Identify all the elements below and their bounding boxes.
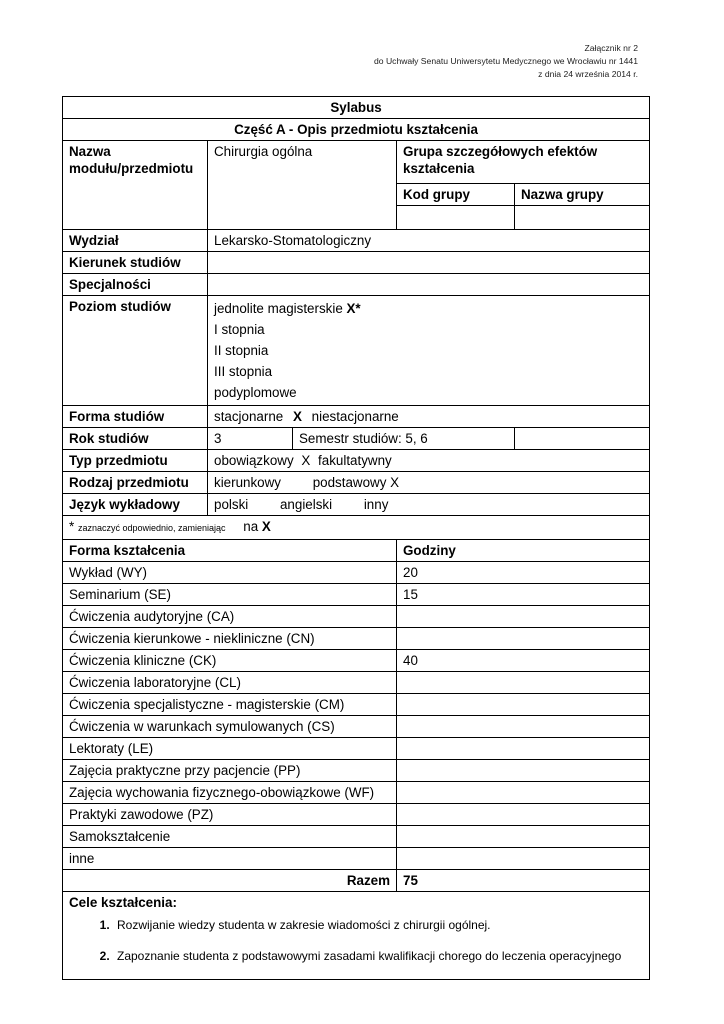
hours-header-row (63, 540, 650, 562)
hours-value: 40 (397, 650, 650, 672)
form-label: Forma studiów (63, 406, 208, 428)
hours-form: Zajęcia wychowania fizycznego-obowiązkowe (WF) (63, 782, 397, 804)
title-row (63, 97, 650, 119)
hours-value (397, 848, 650, 870)
level-option-2: I stopnia (214, 322, 265, 337)
hours-form: Ćwiczenia specjalistyczne - magisterskie (CM) (63, 694, 397, 716)
hours-form: Seminarium (SE) (63, 584, 397, 606)
note-suffix: na (243, 519, 259, 534)
faculty-label: Wydział (63, 230, 208, 252)
note-star: * (69, 519, 75, 534)
hours-row (63, 826, 650, 848)
year-value: 3 (208, 428, 293, 450)
type-opt-1: obowiązkowy (214, 453, 294, 468)
syllabus-title: Sylabus (63, 97, 650, 119)
hours-row (63, 562, 650, 584)
level-row (63, 296, 650, 406)
type-label: Typ przedmiotu (63, 450, 208, 472)
annex-note (374, 42, 638, 81)
hours-form: Lektoraty (LE) (63, 738, 397, 760)
hours-form: Zajęcia praktyczne przy pacjencie (PP) (63, 760, 397, 782)
hours-header-hours: Godziny (397, 540, 650, 562)
annex-line-3: z dnia 24 września 2014 r. (538, 69, 638, 79)
syllabus-table (62, 96, 650, 980)
hours-form: inne (63, 848, 397, 870)
kind-opt-1: kierunkowy (214, 475, 281, 490)
goals-cell (63, 892, 650, 980)
level-option-5: podyplomowe (214, 385, 297, 400)
module-value: Chirurgia ogólna (208, 141, 397, 230)
semester-empty (515, 428, 650, 450)
note-cell (63, 516, 650, 540)
semester-value: Semestr studiów: 5, 6 (293, 428, 515, 450)
hours-form: Ćwiczenia kliniczne (CK) (63, 650, 397, 672)
lang-value (208, 494, 650, 516)
hours-form: Wykład (WY) (63, 562, 397, 584)
hours-row (63, 606, 650, 628)
note-text: zaznaczyć odpowiednio, zamieniając (77, 523, 226, 533)
level-option-4: III stopnia (214, 364, 273, 379)
hours-form: Ćwiczenia audytoryjne (CA) (63, 606, 397, 628)
level-options (208, 296, 650, 406)
direction-value (208, 252, 650, 274)
hours-row (63, 716, 650, 738)
specialties-row (63, 274, 650, 296)
form-opt-1: stacjonarne (214, 409, 284, 424)
group-label: Grupa szczegółowych efektów kształcenia (397, 141, 650, 184)
form-value (208, 406, 650, 428)
year-label: Rok studiów (63, 428, 208, 450)
kind-mark: X (390, 475, 400, 490)
level-label: Poziom studiów (63, 296, 208, 406)
faculty-row (63, 230, 650, 252)
level-option-1 (214, 298, 643, 319)
lang-opt-3: inny (363, 497, 389, 512)
kind-row (63, 472, 650, 494)
form-row (63, 406, 650, 428)
annex-line-1: Załącznik nr 2 (584, 43, 638, 53)
hours-total-label: Razem (63, 870, 397, 892)
goal-item: 1. Rozwijanie wiedzy studenta w zakresie wiadomości z chirurgii ogólnej. (113, 917, 643, 934)
hours-value (397, 716, 650, 738)
hours-value: 20 (397, 562, 650, 584)
hours-form: Praktyki zawodowe (PZ) (63, 804, 397, 826)
kind-value (208, 472, 650, 494)
module-label: Nazwa modułu/przedmiotu (63, 141, 208, 230)
hours-value (397, 804, 650, 826)
lang-opt-2: angielski (279, 497, 333, 512)
hours-header-form: Forma kształcenia (63, 540, 397, 562)
hours-row (63, 804, 650, 826)
goal-item: 2. Zapoznanie studenta z podstawowymi zasadami kwalifikacji chorego do leczenia operacyjnego (113, 948, 643, 965)
hours-value (397, 672, 650, 694)
hours-value: 15 (397, 584, 650, 606)
group-name-label: Nazwa grupy (515, 184, 650, 206)
direction-row (63, 252, 650, 274)
hours-total-row (63, 870, 650, 892)
hours-value (397, 628, 650, 650)
subtitle-row (63, 119, 650, 141)
hours-value (397, 760, 650, 782)
goals-list (69, 917, 643, 965)
hours-form: Ćwiczenia laboratoryjne (CL) (63, 672, 397, 694)
hours-value (397, 782, 650, 804)
note-mark: X (261, 519, 271, 534)
hours-row (63, 672, 650, 694)
hours-row (63, 584, 650, 606)
hours-row (63, 848, 650, 870)
level-option-3: II stopnia (214, 343, 269, 358)
level-option-1-text: jednolite magisterskie (214, 301, 343, 316)
type-value (208, 450, 650, 472)
group-name-value (515, 206, 650, 230)
type-opt-2: fakultatywny (318, 453, 392, 468)
lang-opt-1: polski (214, 497, 249, 512)
hours-row (63, 782, 650, 804)
specialties-label: Specjalności (63, 274, 208, 296)
group-code-label: Kod grupy (397, 184, 515, 206)
hours-row (63, 694, 650, 716)
hours-value (397, 826, 650, 848)
level-mark: X* (346, 301, 361, 316)
hours-row (63, 628, 650, 650)
hours-form: Ćwiczenia w warunkach symulowanych (CS) (63, 716, 397, 738)
hours-form: Samokształcenie (63, 826, 397, 848)
hours-row (63, 760, 650, 782)
kind-label: Rodzaj przedmiotu (63, 472, 208, 494)
hours-row (63, 650, 650, 672)
year-row (63, 428, 650, 450)
hours-row (63, 738, 650, 760)
kind-opt-2: podstawowy (312, 475, 387, 490)
hours-value (397, 738, 650, 760)
goals-title: Cele kształcenia: (69, 895, 177, 910)
hours-value (397, 694, 650, 716)
annex-line-2: do Uchwały Senatu Uniwersytetu Medycznego we Wrocławiu nr 1441 (374, 56, 638, 66)
direction-label: Kierunek studiów (63, 252, 208, 274)
group-code-value (397, 206, 515, 230)
hours-form: Ćwiczenia kierunkowe - niekliniczne (CN) (63, 628, 397, 650)
lang-label: Język wykładowy (63, 494, 208, 516)
module-row (63, 141, 650, 184)
syllabus-subtitle: Część A - Opis przedmiotu kształcenia (63, 119, 650, 141)
type-mark: X (301, 453, 311, 468)
form-mark: X (292, 409, 302, 424)
hours-value (397, 606, 650, 628)
specialties-value (208, 274, 650, 296)
lang-row (63, 494, 650, 516)
faculty-value: Lekarsko-Stomatologiczny (208, 230, 650, 252)
form-opt-2: niestacjonarne (311, 409, 399, 424)
note-row (63, 516, 650, 540)
goals-row (63, 892, 650, 980)
type-row (63, 450, 650, 472)
hours-total-value: 75 (397, 870, 650, 892)
